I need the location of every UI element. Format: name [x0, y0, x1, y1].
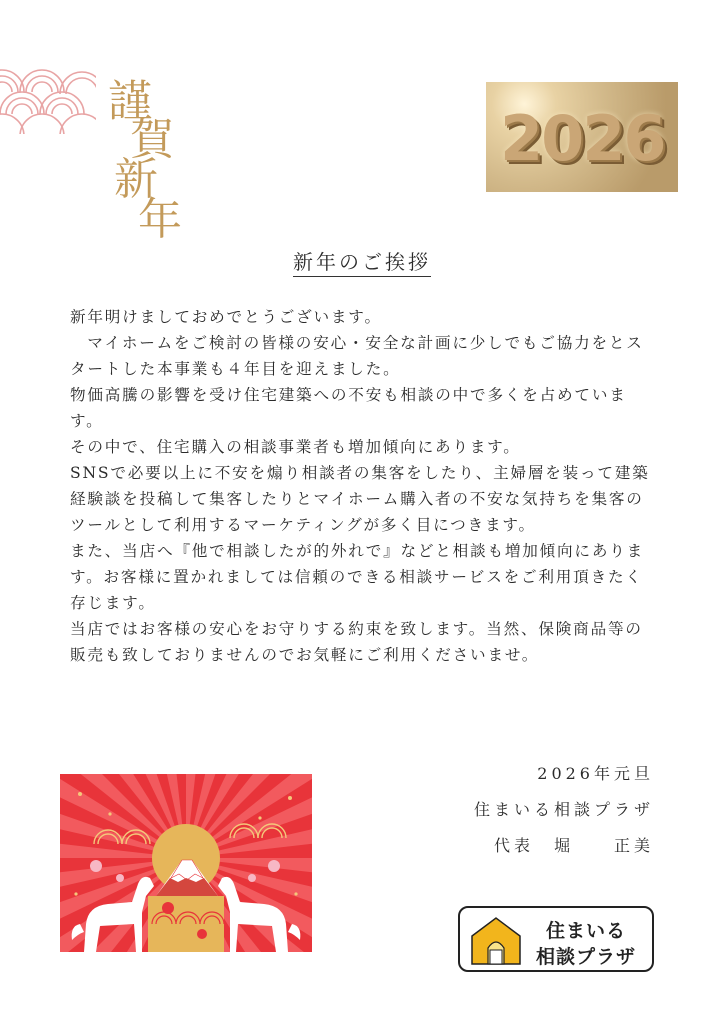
photo-year-text: 2026	[500, 102, 665, 175]
new-year-2026-photo	[486, 82, 678, 192]
company-logo	[458, 906, 654, 972]
wave-pattern-decoration	[0, 62, 96, 134]
paragraph-4: その中で、住宅購入の相談事業者も増加傾向にあります。	[70, 438, 521, 456]
logo-text-line2: 相談プラザ	[536, 946, 637, 968]
heading-text: 新年のご挨拶	[293, 250, 431, 277]
greeting-char-3: 新	[114, 154, 158, 205]
paragraph-2: マイホームをご検討の皆様の安心・安全な計画に少しでもご協力をとスタートした本事業も４年目を迎えました。	[70, 334, 644, 378]
signature-block	[474, 760, 654, 868]
signature-date: 2026年元旦	[537, 764, 654, 783]
new-year-horse-illustration	[60, 774, 312, 952]
greeting-char-4: 年	[138, 194, 182, 245]
logo-text-line1: 住まいる	[546, 920, 627, 942]
paragraph-7: 当店ではお客様の安心をお守りする約束を致します。当然、保険商品等の販売も致しておりませんのでお気軽にご利用くださいませ。	[70, 620, 643, 664]
paragraph-1: 新年明けましておめでとうございます。	[70, 308, 382, 326]
house-icon	[468, 914, 524, 966]
greeting-char-1: 謹	[108, 76, 152, 127]
paragraph-6: また、当店へ『他で相談したが的外れで』などと相談も増加傾向にあります。お客様に置かれましては信頼のできる相談サービスをご利用頂きたく存じます。	[70, 542, 644, 612]
letter-body	[70, 304, 660, 668]
paragraph-5: SNSで必要以上に不安を煽り相談者の集客をしたり、主婦層を装って建築経験談を投稿して集客したりとマイホーム購入者の不安な気持ちを集客のツールとして利用するマーケティングが多く目につきます。	[70, 464, 650, 534]
signature-representative: 代表 堀 正美	[493, 836, 654, 855]
greeting-char-2: 賀	[130, 114, 174, 165]
paragraph-3: 物価高騰の影響を受け住宅建築への不安も相談の中で多くを占めています。	[70, 386, 627, 430]
kingashinnen-calligraphy	[108, 76, 188, 250]
signature-company: 住まいる相談プラザ	[473, 800, 654, 819]
letter-heading	[0, 246, 724, 275]
